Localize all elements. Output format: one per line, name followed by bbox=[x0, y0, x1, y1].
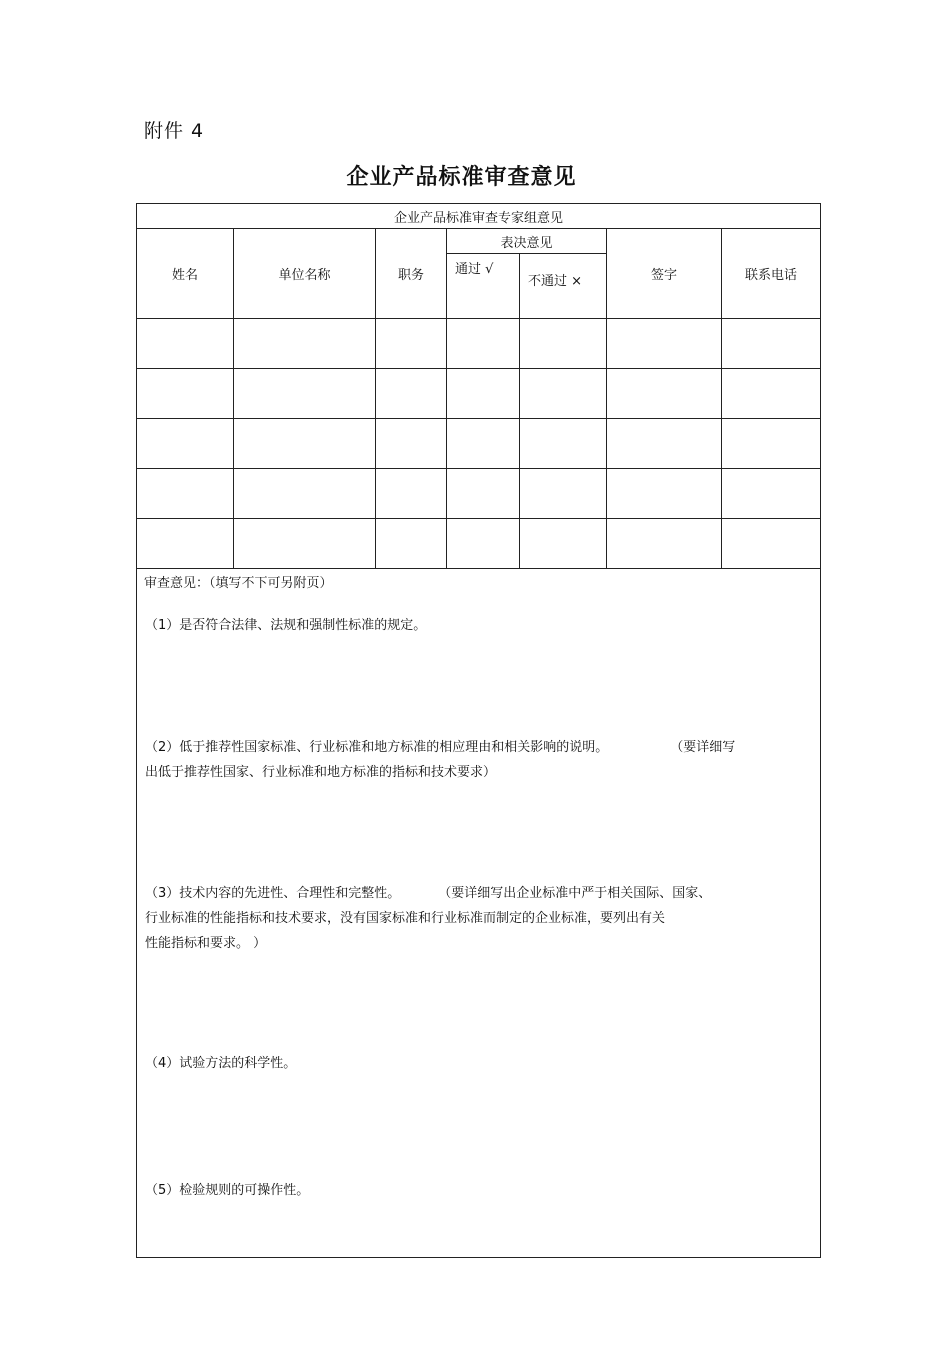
comment-item-3-note-2: 行业标准的性能指标和技术要求，没有国家标准和行业标准而制定的企业标准，要列出有关 bbox=[145, 911, 666, 926]
name-cell[interactable] bbox=[137, 369, 234, 419]
position-cell[interactable] bbox=[376, 519, 447, 569]
table-row bbox=[137, 419, 821, 469]
col-vote-header: 表决意见 bbox=[447, 229, 607, 254]
comments-heading: 审查意见：（填写不下可另附页） bbox=[144, 576, 333, 591]
pass-cell[interactable] bbox=[447, 519, 520, 569]
comment-item-2-text: （2）低于推荐性国家标准、行业标准和地方标准的相应理由和相关影响的说明。 bbox=[145, 740, 609, 755]
signature-cell[interactable] bbox=[607, 319, 722, 369]
comment-item-4: （4）试验方法的科学性。 bbox=[145, 1056, 297, 1071]
fail-cell[interactable] bbox=[520, 469, 607, 519]
review-comments-area[interactable] bbox=[137, 569, 821, 1258]
position-cell[interactable] bbox=[376, 319, 447, 369]
unit-cell[interactable] bbox=[234, 369, 376, 419]
comment-item-3 bbox=[144, 881, 812, 956]
unit-cell[interactable] bbox=[234, 469, 376, 519]
unit-cell[interactable] bbox=[234, 319, 376, 369]
table-row bbox=[137, 519, 821, 569]
pass-cell[interactable] bbox=[447, 469, 520, 519]
signature-cell[interactable] bbox=[607, 419, 722, 469]
col-name-header: 姓名 bbox=[137, 229, 234, 319]
document-title: 企业产品标准审查意见 bbox=[346, 164, 577, 190]
unit-cell[interactable] bbox=[234, 419, 376, 469]
comment-item-2-note-1: （要详细写 bbox=[670, 740, 736, 755]
phone-cell[interactable] bbox=[722, 369, 821, 419]
table-row bbox=[137, 369, 821, 419]
signature-cell[interactable] bbox=[607, 369, 722, 419]
phone-cell[interactable] bbox=[722, 319, 821, 369]
name-cell[interactable] bbox=[137, 519, 234, 569]
pass-cell[interactable] bbox=[447, 319, 520, 369]
comment-item-3-note-1: （要详细写出企业标准中严于相关国际、国家、 bbox=[438, 886, 712, 901]
name-cell[interactable] bbox=[137, 419, 234, 469]
review-table bbox=[136, 203, 821, 1258]
expert-group-title: 企业产品标准审查专家组意见 bbox=[137, 204, 821, 229]
col-fail-header: 不通过 × bbox=[520, 254, 607, 319]
col-pass-header: 通过 √ bbox=[447, 254, 520, 319]
fail-cell[interactable] bbox=[520, 319, 607, 369]
phone-cell[interactable] bbox=[722, 519, 821, 569]
col-signature-header: 签字 bbox=[607, 229, 722, 319]
table-row bbox=[137, 319, 821, 369]
fail-cell[interactable] bbox=[520, 519, 607, 569]
comment-item-2 bbox=[144, 735, 812, 785]
name-cell[interactable] bbox=[137, 469, 234, 519]
pass-cell[interactable] bbox=[447, 419, 520, 469]
unit-cell[interactable] bbox=[234, 519, 376, 569]
name-cell[interactable] bbox=[137, 319, 234, 369]
col-phone-header: 联系电话 bbox=[722, 229, 821, 319]
comment-item-3-note-3: 性能指标和要求。 ） bbox=[145, 936, 267, 951]
comment-item-1: （1）是否符合法律、法规和强制性标准的规定。 bbox=[145, 618, 427, 633]
comment-item-2-note-2: 出低于推荐性国家、行业标准和地方标准的指标和技术要求） bbox=[145, 765, 497, 780]
signature-cell[interactable] bbox=[607, 469, 722, 519]
pass-cell[interactable] bbox=[447, 369, 520, 419]
comment-item-5: （5）检验规则的可操作性。 bbox=[145, 1183, 310, 1198]
phone-cell[interactable] bbox=[722, 469, 821, 519]
attachment-label: 附件 4 bbox=[144, 120, 205, 142]
position-cell[interactable] bbox=[376, 469, 447, 519]
position-cell[interactable] bbox=[376, 419, 447, 469]
signature-cell[interactable] bbox=[607, 519, 722, 569]
phone-cell[interactable] bbox=[722, 419, 821, 469]
table-row bbox=[137, 469, 821, 519]
position-cell[interactable] bbox=[376, 369, 447, 419]
col-position-header: 职务 bbox=[376, 229, 447, 319]
col-unit-header: 单位名称 bbox=[234, 229, 376, 319]
fail-cell[interactable] bbox=[520, 419, 607, 469]
comment-item-3-text: （3）技术内容的先进性、合理性和完整性。 bbox=[145, 886, 401, 901]
fail-cell[interactable] bbox=[520, 369, 607, 419]
